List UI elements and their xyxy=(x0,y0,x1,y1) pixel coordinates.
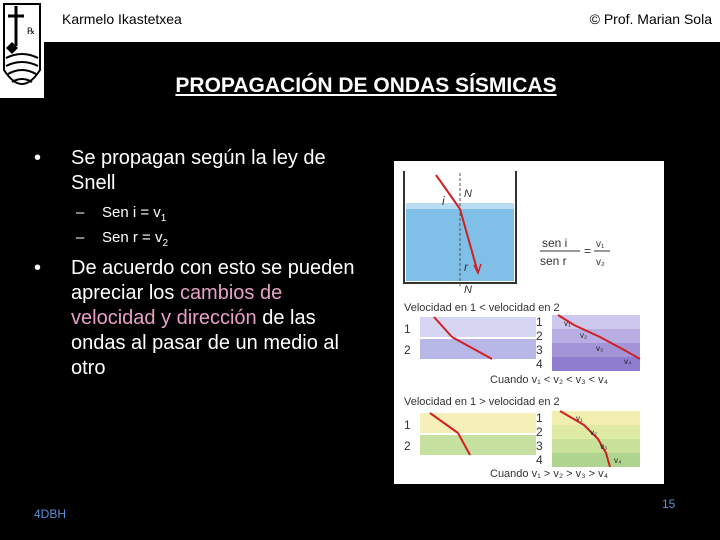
panel1-label-2: 2 xyxy=(536,329,543,343)
bullet-dot: • xyxy=(34,257,42,279)
panel2-layer-1 xyxy=(420,413,536,433)
svg-text:℞: ℞ xyxy=(27,27,36,37)
label-angle-i: i xyxy=(442,194,445,208)
header-school-name: Karmelo Ikastetxea xyxy=(62,11,182,27)
formula-v2: v₂ xyxy=(596,257,605,268)
panel2-medium-4 xyxy=(552,453,640,467)
bullet-text-highlight: cambios de velocidad y dirección xyxy=(71,282,283,329)
school-logo xyxy=(0,0,44,98)
formula-sen-r: sen r xyxy=(540,254,567,268)
panel2-medium-3 xyxy=(552,439,640,453)
panel1-layer-2 xyxy=(420,339,536,359)
snell-figure xyxy=(394,161,664,484)
svg-text:=: = xyxy=(584,244,592,258)
bullet-text-start: De acuerdo con esto se pueden apreciar los xyxy=(71,257,355,304)
panel2-v3: v₃ xyxy=(600,442,608,451)
panel1-v3: v₃ xyxy=(596,344,604,353)
panel2-left-label-1: 1 xyxy=(404,418,411,432)
panel1-label-1: 1 xyxy=(536,315,543,329)
bullet-text: Se propagan según la ley de Snell xyxy=(71,147,326,194)
panel1-caption: Cuando v₁ < v₂ < v₃ < v₄ xyxy=(490,374,609,386)
bullet-text-end: de las ondas al pasar de un medio al otro xyxy=(71,307,339,379)
panel2-label-2: 2 xyxy=(536,425,543,439)
panel2-label-3: 3 xyxy=(536,439,543,453)
panel2-v4: v₄ xyxy=(614,456,622,465)
slide-number: 15 xyxy=(662,497,676,511)
panel2-label-4: 4 xyxy=(536,453,543,467)
slide-title: PROPAGACIÓN DE ONDAS SÍSMICAS xyxy=(175,74,557,97)
panel2-title: Velocidad en 1 > velocidad en 2 xyxy=(404,396,560,408)
panel1-label-4: 4 xyxy=(536,357,543,371)
panel2-left-label-2: 2 xyxy=(404,439,411,453)
bullet-dot: • xyxy=(34,147,42,169)
sub-bullet-dash: – xyxy=(76,229,85,246)
formula-v1: v₁ xyxy=(596,239,605,250)
panel2-caption: Cuando v₁ > v₂ > v₃ > v₄ xyxy=(490,468,609,480)
label-angle-r: r xyxy=(464,260,468,274)
sub-bullet-text: Sen r = v xyxy=(102,229,163,246)
panel1-v4: v₄ xyxy=(624,357,632,366)
panel1-label-3: 3 xyxy=(536,343,543,357)
footer-course: 4DBH xyxy=(34,507,67,521)
label-n-bottom: N xyxy=(464,284,472,296)
panel1-v1: v₁ xyxy=(564,319,571,328)
formula-sen-i: sen i xyxy=(542,236,568,250)
panel2-layer-2 xyxy=(420,435,536,455)
panel1-left-label-2: 2 xyxy=(404,343,411,357)
panel2-v1: v₁ xyxy=(576,414,583,423)
panel1-v2: v₂ xyxy=(580,331,588,340)
panel2-label-1: 1 xyxy=(536,411,543,425)
panel2-v2: v₂ xyxy=(590,428,598,437)
sub-bullet-text: Sen i = v xyxy=(102,204,161,221)
subscript: 2 xyxy=(162,238,169,249)
panel1-title: Velocidad en 1 < velocidad en 2 xyxy=(404,302,560,314)
subscript: 1 xyxy=(160,213,167,224)
label-n-top: N xyxy=(464,188,472,200)
header-author: © Prof. Marian Sola xyxy=(589,11,712,27)
sub-bullet-dash: – xyxy=(76,204,85,221)
panel1-left-label-1: 1 xyxy=(404,322,411,336)
